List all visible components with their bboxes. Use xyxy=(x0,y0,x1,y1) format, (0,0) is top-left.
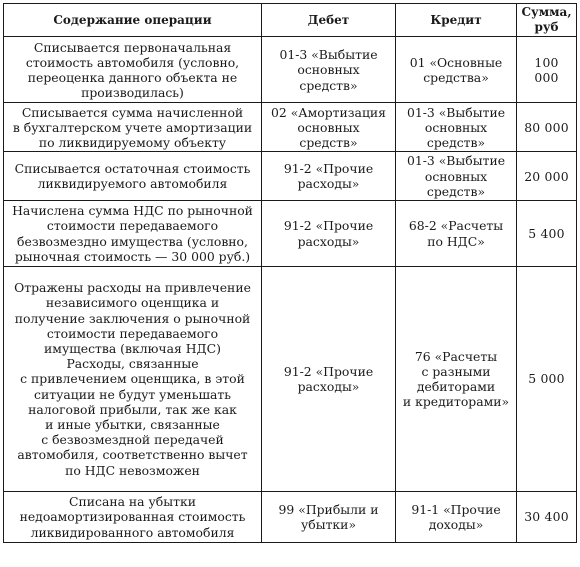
cell-operation: Списана на убытки недоамортизированная стоимость ликвидированного автомобиля xyxy=(4,492,262,543)
cell-credit: 91-1 «Прочие доходы» xyxy=(396,492,517,543)
cell-amount: 30 400 xyxy=(517,492,577,543)
table-row xyxy=(4,492,577,543)
cell-debit: 01-3 «Выбытие основных средств» xyxy=(262,37,396,103)
cell-debit: 02 «Амортизация основных средств» xyxy=(262,103,396,152)
table-header xyxy=(4,4,577,37)
cell-debit: 91-2 «Прочие расходы» xyxy=(262,267,396,492)
cell-amount: 80 000 xyxy=(517,103,577,152)
table-row xyxy=(4,201,577,267)
cell-debit: 99 «Прибыли и убытки» xyxy=(262,492,396,543)
cell-amount: 100 000 xyxy=(517,37,577,103)
header-amount: Сумма, руб xyxy=(517,4,577,37)
header-credit: Кредит xyxy=(396,4,517,37)
cell-debit: 91-2 «Прочие расходы» xyxy=(262,201,396,267)
cell-amount: 5 400 xyxy=(517,201,577,267)
cell-operation: Списывается остаточная стоимость ликвидируемого автомобиля xyxy=(4,152,262,201)
cell-credit: 01-3 «Выбытие основных средств» xyxy=(396,152,517,201)
cell-debit: 91-2 «Прочие расходы» xyxy=(262,152,396,201)
table-body xyxy=(4,37,577,543)
cell-operation: Отражены расходы на привлечение независимого оценщика и получение заключения о рыночной стоимости передаваемого имущества (включая НДС) Расходы, связанные с привлечением оценщика, в этой ситуации не будут уменьшать налоговой прибыли, так же как и иные убытки, связанные с безвозмездной передачей автомобиля, соответственно вычет по НДС невозможен xyxy=(4,267,262,492)
cell-amount: 5 000 xyxy=(517,267,577,492)
header-debit: Дебет xyxy=(262,4,396,37)
cell-credit: 68-2 «Расчеты по НДС» xyxy=(396,201,517,267)
cell-amount: 20 000 xyxy=(517,152,577,201)
table-row xyxy=(4,37,577,103)
header-row xyxy=(4,4,577,37)
cell-operation: Списывается сумма начисленной в бухгалтерском учете амортизации по ликвидируемому объекту xyxy=(4,103,262,152)
cell-credit: 01 «Основные средства» xyxy=(396,37,517,103)
cell-credit: 76 «Расчеты с разными дебиторами и кредиторами» xyxy=(396,267,517,492)
table-row xyxy=(4,103,577,152)
table-row xyxy=(4,267,577,492)
table-row xyxy=(4,152,577,201)
cell-credit: 01-3 «Выбытие основных средств» xyxy=(396,103,517,152)
cell-operation: Начислена сумма НДС по рыночной стоимости передаваемого безвозмездно имущества (условно, рыночная стоимость — 30 000 руб.) xyxy=(4,201,262,267)
header-operation: Содержание операции xyxy=(4,4,262,37)
document-page xyxy=(3,3,576,543)
accounting-entries-table xyxy=(3,3,577,543)
cell-operation: Списывается первоначальная стоимость автомобиля (условно, переоценка данного объекта не производилась) xyxy=(4,37,262,103)
